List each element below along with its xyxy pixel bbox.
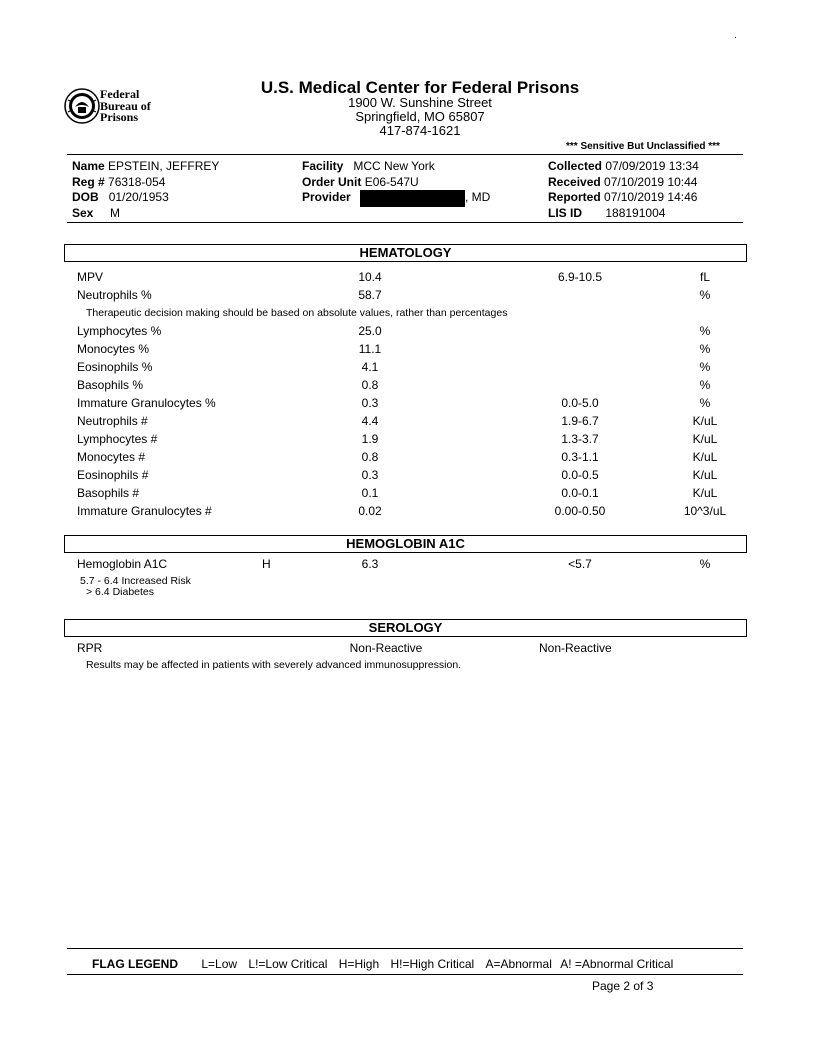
result-unit: 10^3/uL bbox=[683, 504, 727, 518]
test-name: Monocytes # bbox=[77, 450, 146, 464]
table-row bbox=[0, 324, 814, 342]
result-unit: K/uL bbox=[692, 432, 718, 446]
lis-id: 188191004 bbox=[605, 205, 666, 220]
received-date: 07/10/2019 10:44 bbox=[604, 174, 698, 189]
seal-icon bbox=[64, 88, 100, 124]
reference-range: 1.3-3.7 bbox=[561, 432, 599, 446]
lis-label: LIS ID bbox=[548, 205, 583, 220]
table-row bbox=[0, 432, 814, 450]
test-name: Immature Granulocytes # bbox=[77, 504, 212, 518]
hba1c-unit: % bbox=[699, 557, 711, 571]
name-label: Name bbox=[72, 159, 105, 173]
test-name: Basophils % bbox=[77, 378, 144, 392]
reference-range: 0.3-1.1 bbox=[561, 450, 599, 464]
table-row bbox=[0, 396, 814, 414]
result-unit: % bbox=[699, 324, 711, 338]
test-name: Immature Granulocytes % bbox=[77, 396, 216, 410]
result-value: 11.1 bbox=[358, 342, 382, 356]
test-name: Eosinophils % bbox=[77, 360, 153, 374]
reference-range: 0.00-0.50 bbox=[554, 504, 606, 518]
legend-abnormal: A=Abnormal bbox=[485, 957, 552, 971]
flag-legend bbox=[92, 957, 673, 971]
flag-legend-label: FLAG LEGEND bbox=[92, 957, 178, 971]
legend-low: L=Low bbox=[201, 957, 238, 971]
serology-note: Results may be affected in patients with severely advanced immunosuppression. bbox=[86, 659, 462, 671]
table-row bbox=[0, 414, 814, 432]
result-unit: % bbox=[699, 288, 711, 302]
test-name: Neutrophils # bbox=[77, 414, 148, 428]
logo-line-2: Bureau of bbox=[100, 98, 151, 113]
test-name: MPV bbox=[77, 270, 104, 284]
result-value: 58.7 bbox=[358, 288, 382, 302]
result-value: 0.8 bbox=[361, 378, 379, 392]
hba1c-name: Hemoglobin A1C bbox=[77, 557, 168, 571]
test-name: Lymphocytes % bbox=[77, 324, 162, 338]
dob-label: DOB bbox=[72, 190, 99, 204]
hematology-section-header bbox=[64, 244, 747, 262]
order-unit: E06-547U bbox=[364, 174, 419, 189]
test-name: Monocytes % bbox=[77, 342, 150, 356]
classification-banner: *** Sensitive But Unclassified *** bbox=[566, 141, 720, 152]
hba1c-note-1: 5.7 - 6.4 Increased Risk bbox=[80, 575, 191, 587]
patient-info bbox=[72, 159, 219, 221]
result-unit: % bbox=[699, 360, 711, 374]
test-name: Lymphocytes # bbox=[77, 432, 158, 446]
provider-suffix: , MD bbox=[465, 190, 491, 204]
result-unit: K/uL bbox=[692, 450, 718, 464]
sex-label: Sex bbox=[72, 205, 94, 220]
legend-high-critical: H!=High Critical bbox=[390, 957, 475, 971]
serology-title: SEROLOGY bbox=[368, 620, 443, 635]
result-unit: fL bbox=[699, 270, 710, 284]
result-value: 0.1 bbox=[361, 486, 379, 500]
result-value: 0.8 bbox=[361, 450, 379, 464]
result-unit: % bbox=[699, 396, 711, 410]
rpr-ref-range: Non-Reactive bbox=[539, 641, 612, 655]
reference-range: 0.0-0.5 bbox=[561, 468, 599, 482]
hba1c-title: HEMOGLOBIN A1C bbox=[346, 536, 465, 551]
serology-row bbox=[0, 641, 814, 659]
result-unit: K/uL bbox=[692, 486, 718, 500]
legend-abnormal-critical: A! =Abnormal Critical bbox=[560, 957, 674, 971]
reference-range: 0.0-0.1 bbox=[561, 486, 599, 500]
hba1c-notes bbox=[80, 576, 191, 598]
result-value: 0.02 bbox=[358, 504, 382, 518]
order-unit-label: Order Unit bbox=[302, 174, 362, 189]
table-row bbox=[0, 486, 814, 504]
result-value: 25.0 bbox=[358, 324, 382, 338]
hba1c-note-2: > 6.4 Diabetes bbox=[86, 586, 155, 598]
collected-label: Collected bbox=[548, 159, 603, 173]
patient-divider bbox=[67, 222, 743, 223]
bop-seal-logo bbox=[64, 88, 100, 124]
table-row bbox=[0, 288, 814, 306]
hba1c-value: 6.3 bbox=[361, 557, 379, 571]
serology-section-header bbox=[64, 619, 747, 637]
table-row bbox=[0, 342, 814, 360]
footer-divider-top bbox=[67, 948, 743, 949]
result-value: 4.4 bbox=[361, 414, 379, 428]
provider-redaction bbox=[360, 190, 465, 207]
result-value: 0.3 bbox=[361, 468, 379, 482]
result-value: 4.1 bbox=[361, 360, 379, 374]
hba1c-flag: H bbox=[262, 557, 271, 571]
table-row bbox=[0, 378, 814, 396]
patient-sex: M bbox=[110, 205, 121, 220]
result-unit: K/uL bbox=[692, 414, 718, 428]
date-info bbox=[548, 159, 699, 221]
logo-line-1: Federal bbox=[100, 87, 140, 101]
collected-date: 07/09/2019 13:34 bbox=[605, 159, 699, 173]
table-row bbox=[0, 360, 814, 378]
bop-logo-text bbox=[100, 89, 151, 124]
table-row bbox=[0, 270, 814, 288]
phone-number: 417-874-1621 bbox=[379, 123, 461, 138]
patient-dob: 01/20/1953 bbox=[108, 190, 169, 204]
rpr-value: Non-Reactive bbox=[349, 641, 423, 655]
address-line-1: 1900 W. Sunshine Street bbox=[348, 95, 492, 110]
order-facility: MCC New York bbox=[353, 159, 435, 173]
result-value: 10.4 bbox=[358, 270, 382, 284]
hba1c-ref-range: <5.7 bbox=[568, 557, 592, 571]
table-row bbox=[0, 504, 814, 522]
hba1c-row bbox=[0, 557, 814, 575]
facility-address bbox=[220, 96, 620, 138]
table-row bbox=[0, 450, 814, 468]
page-number: Page 2 of 3 bbox=[592, 979, 654, 993]
result-value: 0.3 bbox=[361, 396, 379, 410]
test-name: Basophils # bbox=[77, 486, 140, 500]
legend-low-critical: L!=Low Critical bbox=[248, 957, 328, 971]
hematology-note: Therapeutic decision making should be based on absolute values, rather than percentages bbox=[86, 307, 508, 319]
reference-range: 0.0-5.0 bbox=[561, 396, 599, 410]
table-row bbox=[0, 468, 814, 486]
reference-range: 6.9-10.5 bbox=[557, 270, 603, 284]
footer-divider-bottom bbox=[67, 974, 743, 975]
patient-name: EPSTEIN, JEFFREY bbox=[108, 159, 220, 173]
facility-title: U.S. Medical Center for Federal Prisons bbox=[260, 78, 580, 97]
corner-mark: . bbox=[734, 30, 737, 41]
reg-label: Reg # bbox=[72, 174, 105, 189]
hba1c-section-header bbox=[64, 535, 747, 553]
facility-label: Facility bbox=[302, 159, 344, 173]
header-divider bbox=[67, 154, 743, 155]
result-unit: % bbox=[699, 342, 711, 356]
reported-date: 07/10/2019 14:46 bbox=[604, 190, 698, 204]
legend-high: H=High bbox=[338, 957, 380, 971]
result-value: 1.9 bbox=[361, 432, 379, 446]
result-unit: % bbox=[699, 378, 711, 392]
test-name: Neutrophils % bbox=[77, 288, 152, 302]
hematology-title: HEMATOLOGY bbox=[359, 245, 452, 260]
test-name: Eosinophils # bbox=[77, 468, 149, 482]
received-label: Received bbox=[548, 174, 601, 189]
address-line-2: Springfield, MO 65807 bbox=[355, 109, 485, 124]
reference-range: 1.9-6.7 bbox=[561, 414, 599, 428]
rpr-name: RPR bbox=[77, 641, 103, 655]
result-unit: K/uL bbox=[692, 468, 718, 482]
reported-label: Reported bbox=[548, 190, 601, 204]
patient-reg: 76318-054 bbox=[108, 174, 166, 189]
logo-line-3: Prisons bbox=[100, 110, 139, 124]
provider-label: Provider bbox=[302, 190, 351, 204]
